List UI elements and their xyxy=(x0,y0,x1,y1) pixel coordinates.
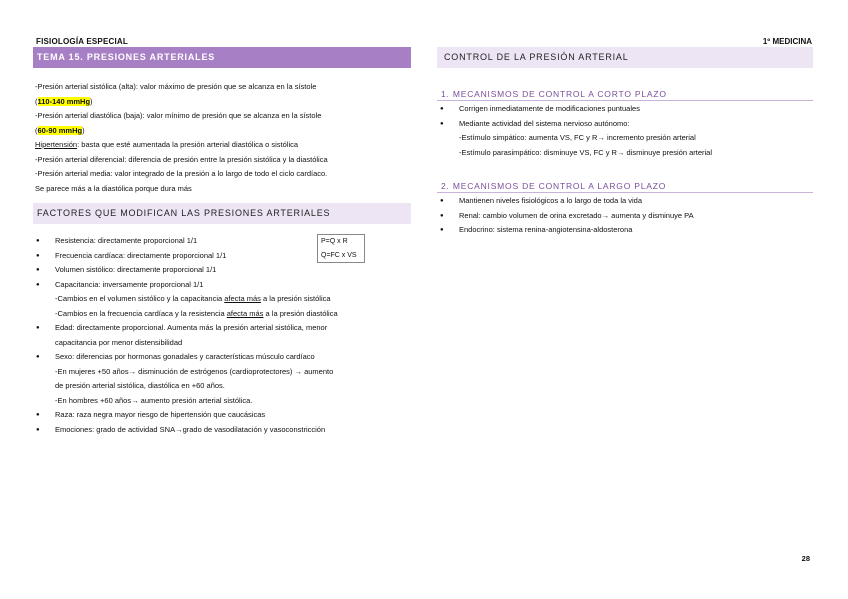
definitions-block xyxy=(35,80,328,196)
long-term-list xyxy=(437,194,694,238)
control-title: CONTROL DE LA PRESIÓN ARTERIAL xyxy=(437,47,813,68)
list-continuation: de presión arterial sistólica, diastólica en +60 años. xyxy=(55,381,225,390)
list-item: ● Capacitancia: inversamente proporcional 1/1 xyxy=(33,278,338,293)
emphasis-text: afecta más xyxy=(224,294,261,303)
long-term-heading: 2. MECANISMOS DE CONTROL A LARGO PLAZO xyxy=(441,181,667,191)
list-subitem: -En hombres +60 años→ aumento presión arterial sistólica. xyxy=(55,395,253,405)
subitem-text: -Cambios en el volumen sistólico y la capacitancia xyxy=(55,294,225,303)
systolic-range: 110-140 mmHg xyxy=(37,96,91,106)
list-item: ● Sexo: diferencias por hormonas gonadales y características músculo cardíaco xyxy=(33,350,338,365)
short-term-heading: 1. MECANISMOS DE CONTROL A CORTO PLAZO xyxy=(441,89,667,99)
list-item: ● Frecuencia cardíaca: directamente proporcional 1/1 xyxy=(33,249,338,264)
formula-line-1: P=Q x R xyxy=(321,238,348,245)
header-course: 1º MEDICINA xyxy=(762,37,812,46)
hypertension-term: Hipertensión xyxy=(35,140,78,149)
list-item: ● Endocrino: sistema renina-angiotensina-aldosterona xyxy=(437,223,694,238)
systolic-range-line: (110-140 mmHg) xyxy=(35,96,93,106)
list-item: ● Raza: raza negra mayor riesgo de hipertensión que caucásicas xyxy=(33,408,338,423)
systolic-label: -Presión arterial sistólica (alta): valor máximo de presión que se alcanza en la sístole xyxy=(35,82,317,91)
list-item: ● Emociones: grado de actividad SNA→grado de vasodilatación y vasoconstricción xyxy=(33,423,338,438)
formula-line-2: Q=FC x VS xyxy=(321,252,357,259)
mean-note: Se parece más a la diastólica porque dura más xyxy=(35,183,192,193)
systolic-definition xyxy=(35,80,328,95)
list-item: ● Edad: directamente proporcional. Aumenta más la presión arterial sistólica, menor xyxy=(33,321,338,336)
mean-definition: -Presión arterial media: valor integrado de la presión a lo largo de todo el ciclo cardíaco. xyxy=(35,169,328,178)
list-subitem xyxy=(33,307,338,322)
long-term-divider xyxy=(437,192,813,193)
subitem-text: -Cambios en la frecuencia cardíaca y la resistencia xyxy=(55,308,227,318)
list-subitem: -Estímulo parasimpático: disminuye VS, FC y R→ disminuye presión arterial xyxy=(459,147,713,157)
list-item: ● Mediante actividad del sistema nervioso autónomo: xyxy=(437,117,712,132)
list-subitem: -Estímulo simpático: aumenta VS, FC y R→ incremento presión arterial xyxy=(459,133,696,142)
diastolic-range-line: (60-90 mmHg) xyxy=(35,125,85,135)
short-term-divider xyxy=(437,100,813,101)
subitem-text: a la presión sistólica xyxy=(260,294,331,303)
list-item: ● Mantienen niveles fisiológicos a lo largo de toda la vida xyxy=(437,194,694,209)
factors-title: FACTORES QUE MODIFICAN LAS PRESIONES ARTERIALES xyxy=(33,203,411,224)
emphasis-text: afecta más xyxy=(226,308,264,318)
list-subitem: -En mujeres +50 años→ disminución de estrógenos (cardioprotectores) → aumento xyxy=(55,366,334,376)
short-term-list xyxy=(437,102,712,160)
list-item: ● Volumen sistólico: directamente proporcional 1/1 xyxy=(33,263,338,278)
chapter-title: TEMA 15. PRESIONES ARTERIALES xyxy=(33,47,411,68)
factors-list xyxy=(33,234,338,437)
hypertension-text: : basta que esté aumentada la presión arterial diastólica o sistólica xyxy=(77,140,299,149)
hypertension-definition xyxy=(35,138,328,153)
subitem-text: a la presión diastólica xyxy=(263,308,338,318)
diastolic-definition xyxy=(35,109,328,124)
list-item: ● Resistencia: directamente proporcional 1/1 xyxy=(33,234,338,249)
differential-definition: -Presión arterial diferencial: diferencia de presión entre la presión sistólica y la diastólica xyxy=(35,154,328,164)
list-continuation: capacitancia por menor distensibilidad xyxy=(55,337,183,347)
list-item: ● Renal: cambio volumen de orina excretado→ aumenta y disminuye PA xyxy=(437,209,694,224)
list-subitem xyxy=(33,292,338,307)
diastolic-label: -Presión arterial diastólica (baja): valor mínimo de presión que se alcanza en la sístole xyxy=(35,111,322,120)
diastolic-range: 60-90 mmHg xyxy=(37,125,83,135)
page-number: 28 xyxy=(801,554,810,563)
list-item: ● Corrigen inmediatamente de modificaciones puntuales xyxy=(437,102,712,117)
header-subject: FISIOLOGÍA ESPECIAL xyxy=(36,37,128,46)
